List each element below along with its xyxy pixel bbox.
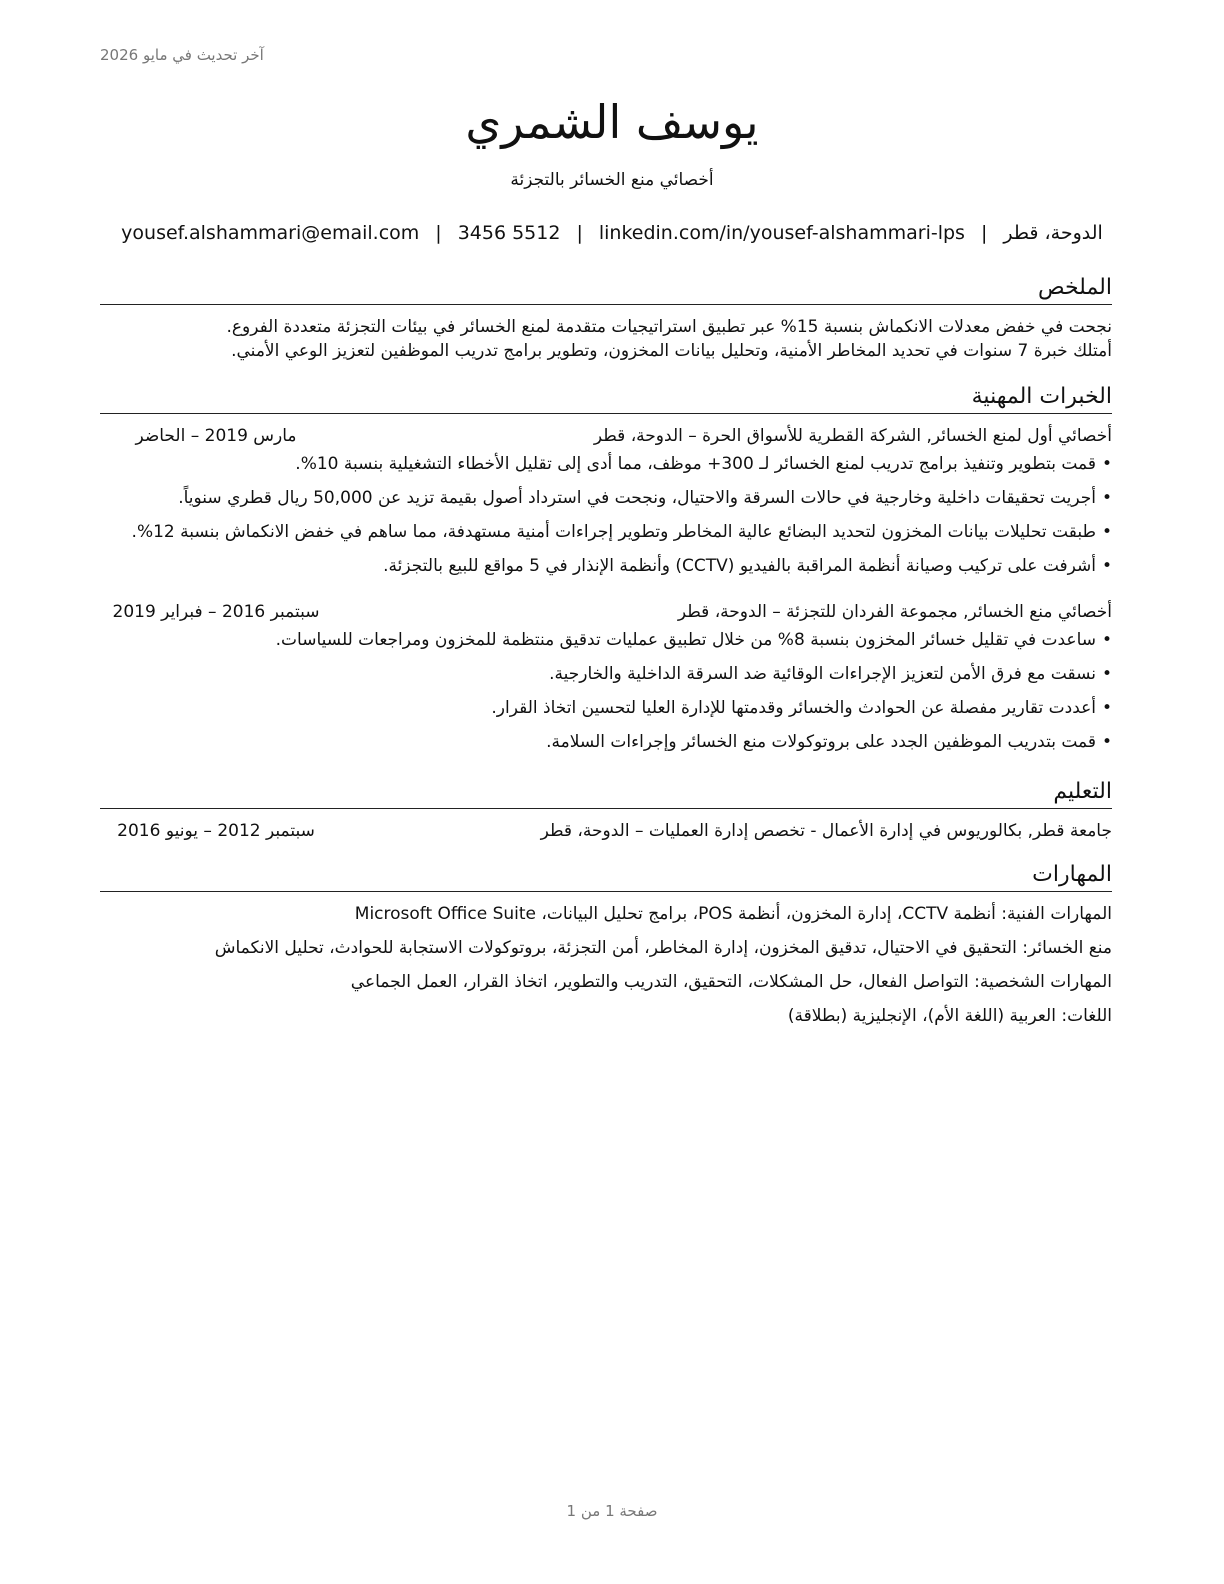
contact-separator: | xyxy=(435,222,442,244)
education-heading: التعليم xyxy=(100,776,1112,809)
page-number: صفحة 1 من 1 xyxy=(566,1502,658,1520)
job-bullet: • أعددت تقارير مفصلة عن الحوادث والخسائر وقدمتها للإدارة العليا لتحسين اتخاذ القرار. xyxy=(100,696,1112,720)
skills-heading: المهارات xyxy=(100,859,1112,892)
job-entry xyxy=(100,424,1112,578)
job-bullet: • قمت بتدريب الموظفين الجدد على بروتوكولات منع الخسائر وإجراءات السلامة. xyxy=(100,730,1112,754)
job-bullets xyxy=(100,452,1112,578)
job-entry xyxy=(100,600,1112,754)
candidate-name: يوسف الشمري xyxy=(465,95,759,149)
summary-section xyxy=(100,315,1112,363)
summary-heading: الملخص xyxy=(100,272,1112,305)
candidate-title: أخصائي منع الخسائر بالتجزئة xyxy=(510,170,714,190)
education-dates: سبتمبر 2012 – يونيو 2016 xyxy=(117,821,315,841)
contact-location: الدوحة، قطر xyxy=(1003,222,1103,244)
job-role-company: أخصائي أول لمنع الخسائر, الشركة القطرية للأسواق الحرة – الدوحة، قطر xyxy=(593,426,1112,446)
education-degree: جامعة قطر, بكالوريوس في إدارة الأعمال - تخصص إدارة العمليات – الدوحة، قطر xyxy=(540,821,1112,841)
job-dates: مارس 2019 – الحاضر xyxy=(135,426,297,446)
education-section xyxy=(100,819,1112,845)
job-bullet: • طبقت تحليلات بيانات المخزون لتحديد البضائع عالية المخاطر وتطوير إجراءات أمنية مستهدفة، مما ساهم في خفض الانكماش بنسبة 12%. xyxy=(100,520,1112,544)
skills-technical: المهارات الفنية: أنظمة CCTV، إدارة المخزون، أنظمة POS، برامج تحليل البيانات، Microsoft Office Suite xyxy=(354,904,1112,924)
job-header xyxy=(100,424,1112,450)
job-bullets xyxy=(100,628,1112,754)
job-role-company: أخصائي منع الخسائر, مجموعة الفردان للتجزئة – الدوحة، قطر xyxy=(677,602,1112,622)
resume-content xyxy=(100,272,1112,1038)
job-bullet: • قمت بتطوير وتنفيذ برامج تدريب لمنع الخسائر لـ 300+ موظف، مما أدى إلى تقليل الأخطاء التشغيلية بنسبة 10%. xyxy=(100,452,1112,476)
education-entry xyxy=(100,819,1112,845)
experience-heading: الخبرات المهنية xyxy=(100,381,1112,414)
contact-linkedin[interactable]: linkedin.com/in/yousef-alshammari-lps xyxy=(598,222,965,244)
job-bullet: • ساعدت في تقليل خسائر المخزون بنسبة 8% من خلال تطبيق عمليات تدقيق منتظمة للمخزون ومراجعات للسياسات. xyxy=(100,628,1112,652)
contact-separator: | xyxy=(576,222,583,244)
skills-languages: اللغات: العربية (اللغة الأم)، الإنجليزية (بطلاقة) xyxy=(787,1006,1112,1026)
contact-line xyxy=(0,222,1224,244)
skills-loss-prevention: منع الخسائر: التحقيق في الاحتيال، تدقيق المخزون، إدارة المخاطر، أمن التجزئة، بروتوكولات الاستجابة للحوادث، تحليل الانكماش xyxy=(214,938,1112,958)
contact-separator: | xyxy=(980,222,988,244)
summary-line: نجحت في خفض معدلات الانكماش بنسبة 15% عبر تطبيق استراتيجيات متقدمة لمنع الخسائر في بيئات التجزئة متعددة الفروع. xyxy=(226,317,1112,337)
skills-section xyxy=(100,902,1112,1028)
skills-soft: المهارات الشخصية: التواصل الفعال، حل المشكلات، التحقيق، التدريب والتطوير، اتخاذ القرار، العمل الجماعي xyxy=(350,972,1112,992)
job-bullet: • نسقت مع فرق الأمن لتعزيز الإجراءات الوقائية ضد السرقة الداخلية والخارجية. xyxy=(100,662,1112,686)
job-dates: سبتمبر 2016 – فبراير 2019 xyxy=(112,602,320,622)
contact-phone: 3456 5512 xyxy=(457,222,561,244)
job-bullet: • أشرفت على تركيب وصيانة أنظمة المراقبة بالفيديو (CCTV) وأنظمة الإنذار في 5 مواقع للبيع بالتجزئة. xyxy=(100,554,1112,578)
job-header xyxy=(100,600,1112,626)
job-bullet: • أجريت تحقيقات داخلية وخارجية في حالات السرقة والاحتيال، ونجحت في استرداد أصول بقيمة تزيد عن 50,000 ريال قطري سنوياً. xyxy=(100,486,1112,510)
last-updated-note: آخر تحديث في مايو 2026 xyxy=(100,46,264,64)
contact-email[interactable]: yousef.alshammari@email.com xyxy=(121,222,420,244)
summary-line: أمتلك خبرة 7 سنوات في تحديد المخاطر الأمنية، وتحليل بيانات المخزون، وتطوير برامج تدريب الموظفين لتعزيز الوعي الأمني. xyxy=(231,341,1112,361)
